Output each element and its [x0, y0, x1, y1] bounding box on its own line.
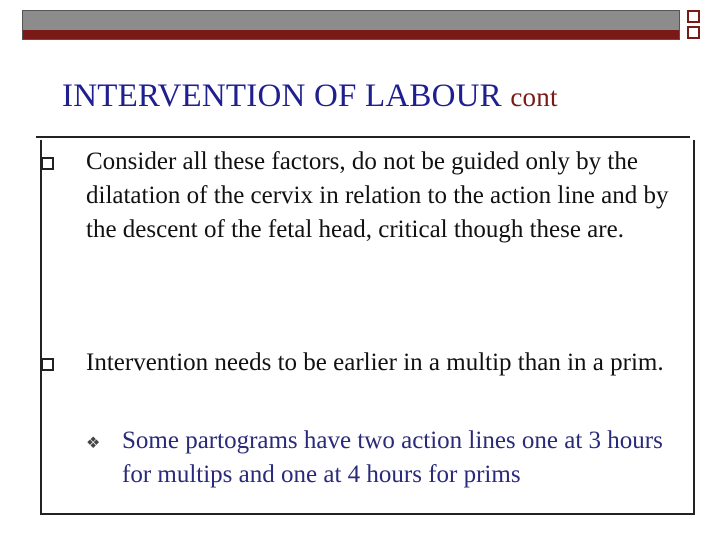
- title-divider: [36, 136, 690, 138]
- slide-title-suffix: cont: [510, 82, 558, 112]
- slide-title-text: INTERVENTION OF LABOUR: [62, 78, 502, 114]
- bullet-text-1: Consider all these factors, do not be guided only by the dilatation of the cervix in relation to the action line and by the descent of the fetal head, critical though these are.: [86, 148, 669, 243]
- diamond-bullet-icon: ❖: [86, 435, 101, 452]
- corner-square-icon: [687, 26, 700, 39]
- hollow-square-bullet-icon: [41, 157, 54, 170]
- top-bar-accent-stripe: [23, 30, 679, 39]
- slide-title: [62, 78, 558, 115]
- bullet-text-2: Intervention needs to be earlier in a multip than in a prim.: [86, 349, 664, 376]
- sub-bullet-text: Some partograms have two action lines one at 3 hours for multips and one at 4 hours for prims: [122, 427, 663, 488]
- top-decorative-bar: [22, 10, 680, 40]
- hollow-square-bullet-icon: [41, 358, 54, 371]
- corner-square-icon: [687, 10, 700, 23]
